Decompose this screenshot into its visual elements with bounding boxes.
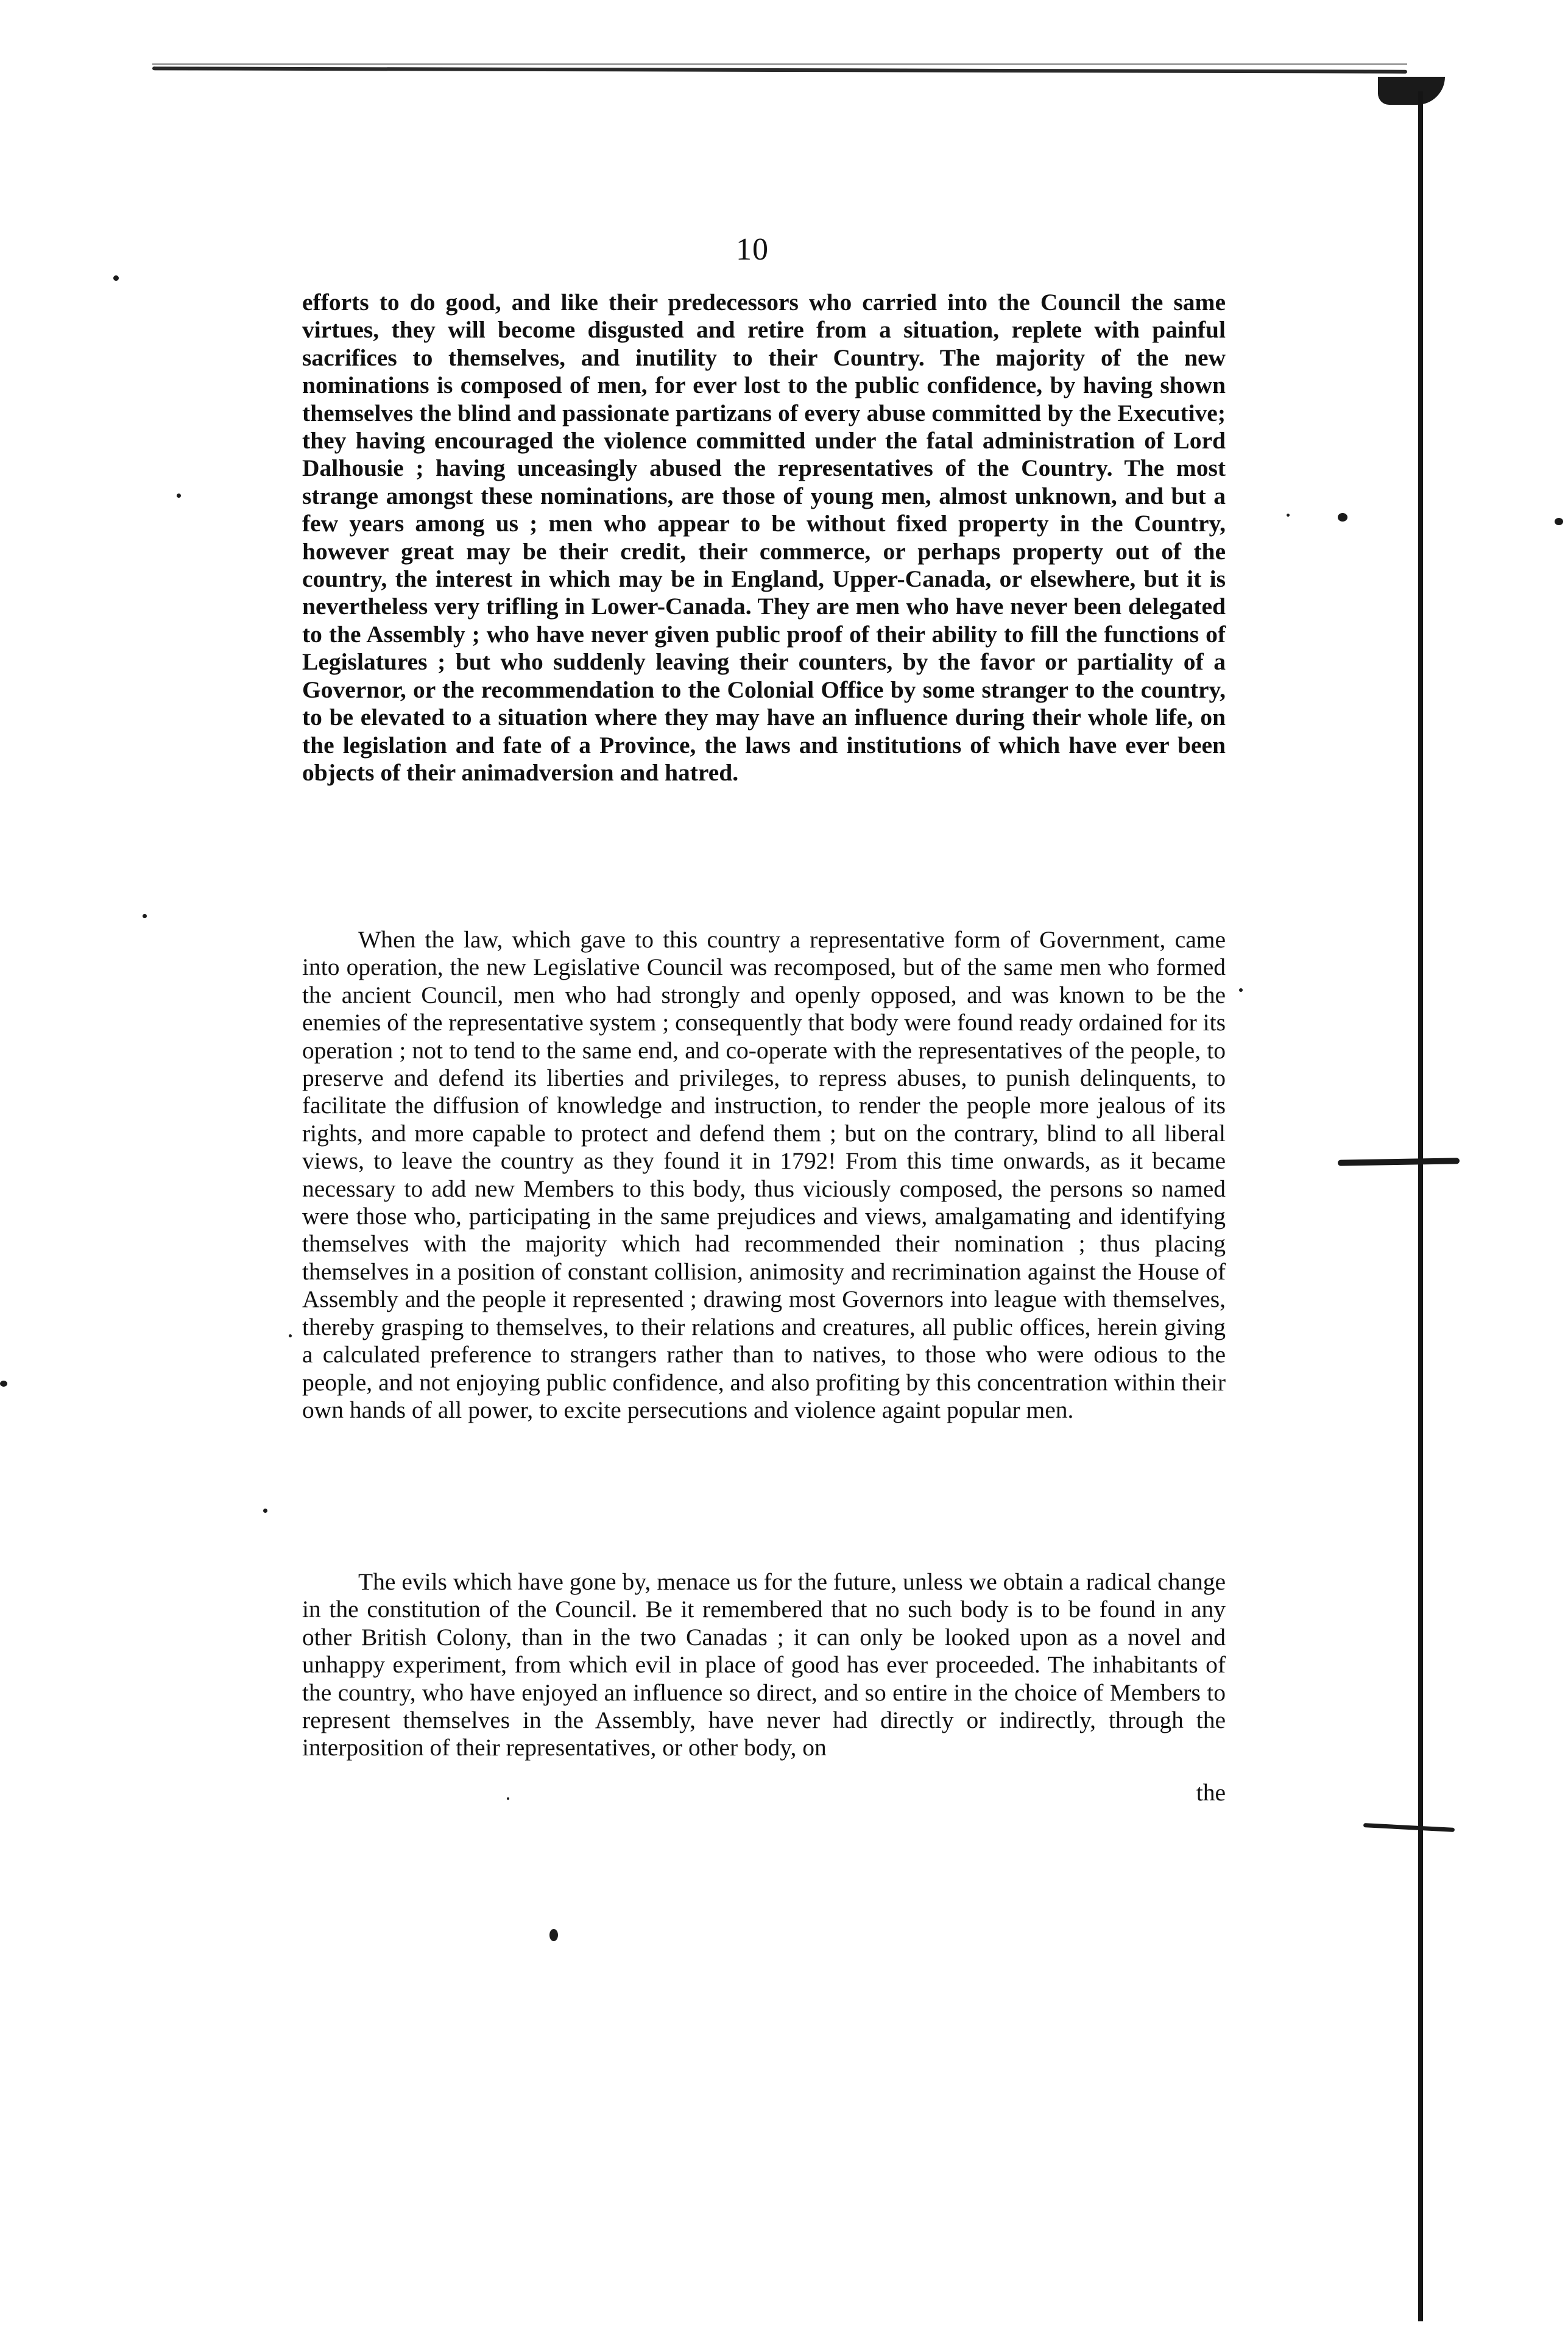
scan-speck: [0, 1381, 7, 1387]
scan-speck: [113, 275, 119, 281]
scan-speck: [289, 1334, 292, 1337]
scan-speck: [177, 494, 181, 498]
scan-speck: [1338, 513, 1347, 522]
scan-speck: [263, 1509, 267, 1513]
scan-top-edge: [152, 66, 1407, 73]
paragraph-2-text: When the law, which gave to this country a representative form of Government, came into operation, the new Legislative Council was recomposed, but of the same men who formed the ancient Council, men who had strongly and openly opposed, and was known to be the enemies of the representative system ; consequently that body were found ready ordained for its operation ; not to tend to the same end, and co-operate with the representatives of the people, to preserve and defend its liberties and privileges, to repress abuses, to punish delinquents, to facilitate the diffusion of knowledge and instruction, to render the people more jealous of its rights, and more capable to protect and defend them ; but on the contrary, blind to all liberal views, to leave the country as they found it in 1792! From this time onwards, as it became necessary to add new Members to this body, thus viciously composed, the persons so named were those who, participating in the same prejudices and views, amalgamating and identifying themselves with the majority which had recommended their nomination ; thus placing themselves in a position of constant collision, animosity and recrimination against the House of Assembly and the people it represented ; drawing most Governors into league with themselves, thereby grasping to themselves, to their relations and creatures, all public offices, herein giving a calculated preference to strangers rather than to natives, to those who were odious to the people, and not enjoying public confidence, and also profiting by this concentration within their own hands of all power, to excite persecutions and violence againt popular men.: [302, 926, 1226, 1423]
scan-speck: [1555, 518, 1563, 525]
scan-speck: [549, 1929, 558, 1941]
page-number: 10: [736, 232, 769, 267]
catchword: the: [1196, 1779, 1226, 1806]
paragraph-3-text: The evils which have gone by, menace us for the future, unless we obtain a radical change in the constitution of the Council. Be it remembered that no such body is to be found in any other British Colony, than in the two Canadas ; it can only be looked upon as a novel and unhappy experiment, from which evil in place of good has ever proceeded. The inhabitants of the country, who have enjoyed an influence so direct, and so entire in the choice of Members to represent themselves in the Assembly, have never had directly or indirectly, through the interposition of their representatives, or other body, on: [302, 1568, 1226, 1761]
paragraph-2: [302, 926, 1226, 1424]
paragraph-3: [302, 1568, 1226, 1762]
scan-speck: [1287, 514, 1290, 517]
paragraph-1: efforts to do good, and like their predecessors who carried into the Council the same virtues, they will become disgusted and retire from a situation, replete with painful sacrifices to themselves, and inutility to their Country. The majority of the new nominations is composed of men, for ever lost to the public confidence, by having shown themselves the blind and passionate partizans of every abuse committed by the Executive; they having encouraged the violence committed under the fatal administration of Lord Dalhousie ; having unceasingly abused the representatives of the Country. The most strange amongst these nominations, are those of young men, almost unknown, and but a few years among us ; men who appear to be without fixed property in the Country, however great may be their credit, their commerce, or perhaps property out of the country, the interest in which may be in England, Upper-Canada, or elsewhere, but it is nevertheless very trifling in Lower-Canada. They are men who have never been delegated to the Assembly ; who have never given public proof of their ability to fill the functions of Legislatures ; but who suddenly leaving their counters, by the favor or partiality of a Governor, or the recommendation to the Colonial Office by some stranger to the country, to be elevated to a situation where they may have an influence during their whole life, on the legislation and fate of a Province, the laws and institutions of which have ever been objects of their animadversion and hatred.: [302, 289, 1226, 786]
scan-top-edge-shadow: [152, 63, 1407, 65]
scan-speck: [143, 914, 147, 918]
scan-tab-mark-lower: [1363, 1823, 1455, 1832]
scan-speck: [507, 1797, 509, 1800]
scan-speck: [1239, 988, 1243, 992]
scan-gutter-line: [1418, 91, 1423, 2321]
scan-corner-mark: [1378, 77, 1445, 105]
scan-tab-mark-upper: [1338, 1158, 1460, 1166]
